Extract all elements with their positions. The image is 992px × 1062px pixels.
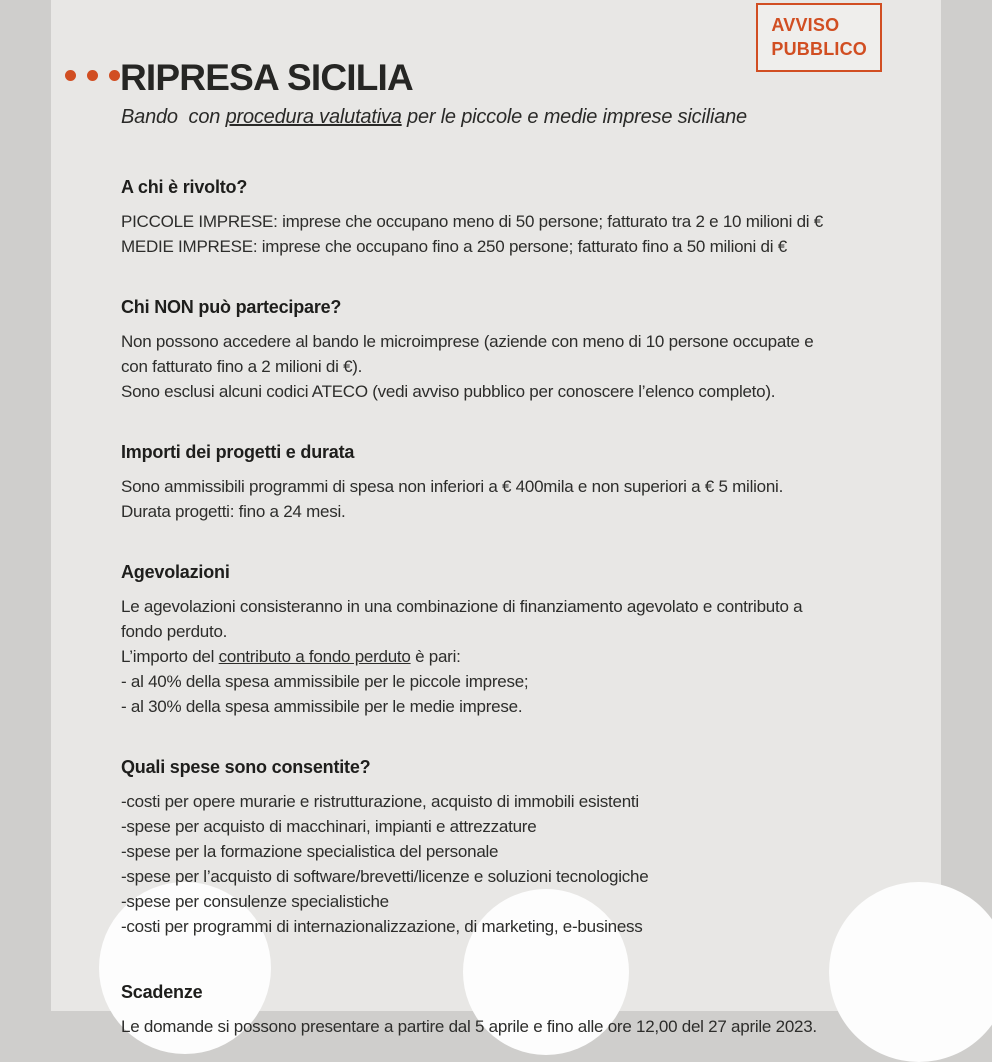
body-line: Le domande si possono presentare a partire dal 5 aprile e fino alle ore 12,00 del 27 aprile 2023. <box>121 1017 817 1036</box>
bullet-dot-icon <box>87 70 98 81</box>
section-heading: Agevolazioni <box>121 562 230 582</box>
badge-line-1: AVVISO <box>771 15 840 35</box>
body-line: Sono ammissibili programmi di spesa non inferiori a € 400mila e non superiori a € 5 milioni. <box>121 477 784 496</box>
list-item: -spese per la formazione specialistica del personale <box>121 842 499 861</box>
section-a-chi-e-rivolto <box>121 176 911 259</box>
body-line-with-underline <box>121 644 911 669</box>
body-line: PICCOLE IMPRESE: imprese che occupano meno di 50 persone; fatturato tra 2 e 10 milioni di € <box>121 212 824 231</box>
section-heading: Quali spese sono consentite? <box>121 757 371 777</box>
list-item: -spese per consulenze specialistiche <box>121 892 389 911</box>
section-importi-e-durata <box>121 441 911 524</box>
list-item: -spese per l’acquisto di software/brevetti/licenze e soluzioni tecnologiche <box>121 867 649 886</box>
flyer-page <box>51 0 941 1036</box>
bullet-line: - al 30% della spesa ammissibile per le medie imprese. <box>121 697 523 716</box>
body-line: con fatturato fino a 2 milioni di €). <box>121 357 363 376</box>
body-line: MEDIE IMPRESE: imprese che occupano fino a 250 persone; fatturato fino a 50 milioni di € <box>121 237 787 256</box>
bullet-line: - al 40% della spesa ammissibile per le piccole imprese; <box>121 672 529 691</box>
importo-text-post: è pari: <box>410 647 461 666</box>
section-agevolazioni <box>121 561 911 719</box>
list-item: -spese per acquisto di macchinari, impianti e attrezzature <box>121 817 537 836</box>
section-heading: Scadenze <box>121 982 203 1002</box>
importo-text-pre: L’importo del <box>121 647 219 666</box>
section-heading: A chi è rivolto? <box>121 177 248 197</box>
subtitle-text-post: per le piccole e medie imprese siciliane <box>401 106 747 128</box>
avviso-pubblico-badge <box>756 3 882 72</box>
body-line: Sono esclusi alcuni codici ATECO (vedi avviso pubblico per conoscere l’elenco completo). <box>121 382 776 401</box>
section-scadenze <box>121 981 911 1039</box>
body-line: Durata progetti: fino a 24 mesi. <box>121 502 346 521</box>
subtitle-underlined-text: procedura valutativa <box>225 106 402 128</box>
body-line: Le agevolazioni consisteranno in una combinazione di finanziamento agevolato e contributo a <box>121 597 803 616</box>
section-heading: Chi NON può partecipare? <box>121 297 342 317</box>
page-subtitle <box>121 106 747 129</box>
section-chi-non-puo-partecipare <box>121 296 911 404</box>
bullet-dot-icon <box>109 70 120 81</box>
list-item: -costi per programmi di internazionalizzazione, di marketing, e-business <box>121 917 643 936</box>
importo-underlined-text: contributo a fondo perduto <box>218 647 411 666</box>
body-line: fondo perduto. <box>121 622 228 641</box>
flyer-content <box>121 176 911 1039</box>
list-item: -costi per opere murarie e ristrutturazione, acquisto di immobili esistenti <box>121 792 639 811</box>
bullet-dot-icon <box>65 70 76 81</box>
body-line: Non possono accedere al bando le microimprese (aziende con meno di 10 persone occupate e <box>121 332 814 351</box>
page-title: RIPRESA SICILIA <box>120 57 413 98</box>
section-quali-spese <box>121 756 911 939</box>
badge-line-2: PUBBLICO <box>771 39 867 59</box>
section-heading: Importi dei progetti e durata <box>121 442 355 462</box>
subtitle-text-pre: Bando con <box>121 106 226 128</box>
